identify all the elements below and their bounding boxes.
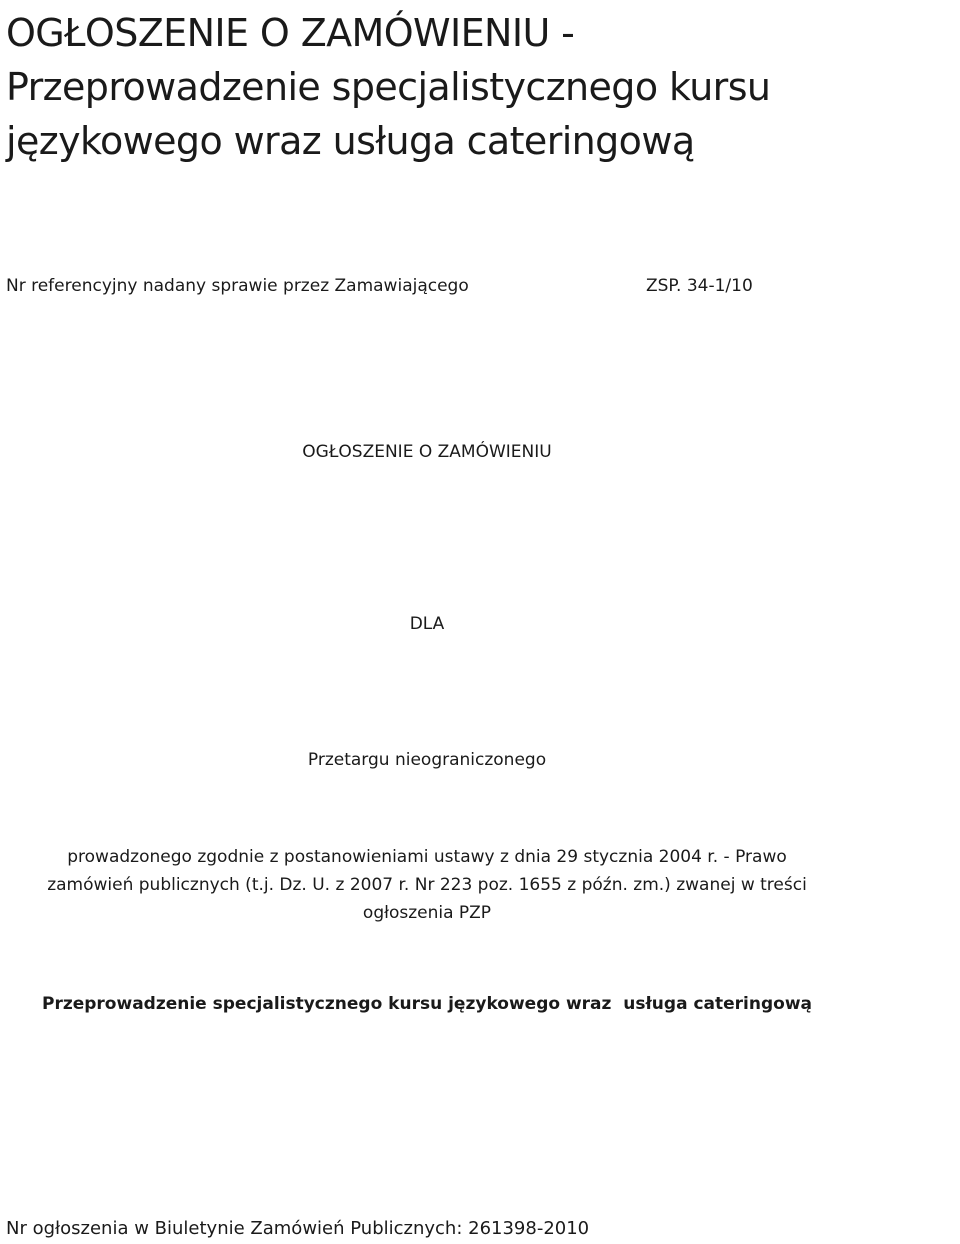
page-title-line-3: językowego wraz usługa cateringową (6, 119, 695, 163)
legal-basis-line-2: zamówień publicznych (t.j. Dz. U. z 2007 r. Nr 223 poz. 1655 z późn. zm.) zwanej w treści (47, 875, 807, 895)
page-title-line-2: Przeprowadzenie specjalistycznego kursu (6, 65, 771, 109)
reference-number-label: Nr referencyjny nadany sprawie przez Zamawiającego (6, 276, 469, 296)
legal-basis-paragraph (0, 843, 854, 927)
reference-number-value: ZSP. 34-1/10 (646, 276, 753, 296)
legal-basis-line-3: ogłoszenia PZP (362, 903, 492, 923)
page-title (6, 6, 956, 168)
order-subject: Przeprowadzenie specjalistycznego kursu językowego wraz usługa cateringową (41, 994, 812, 1014)
legal-basis-line-1: prowadzonego zgodnie z postanowieniami ustawy z dnia 29 stycznia 2004 r. - Prawo (67, 847, 787, 867)
procedure-mode: Przetargu nieograniczonego (307, 750, 547, 770)
dla-label: DLA (409, 614, 445, 634)
notice-heading: OGŁOSZENIE O ZAMÓWIENIU (302, 442, 552, 462)
page-title-line-1: OGŁOSZENIE O ZAMÓWIENIU - (6, 11, 575, 55)
bzp-notice-number: Nr ogłoszenia w Biuletynie Zamówień Publicznych: 261398-2010 (6, 1218, 590, 1239)
